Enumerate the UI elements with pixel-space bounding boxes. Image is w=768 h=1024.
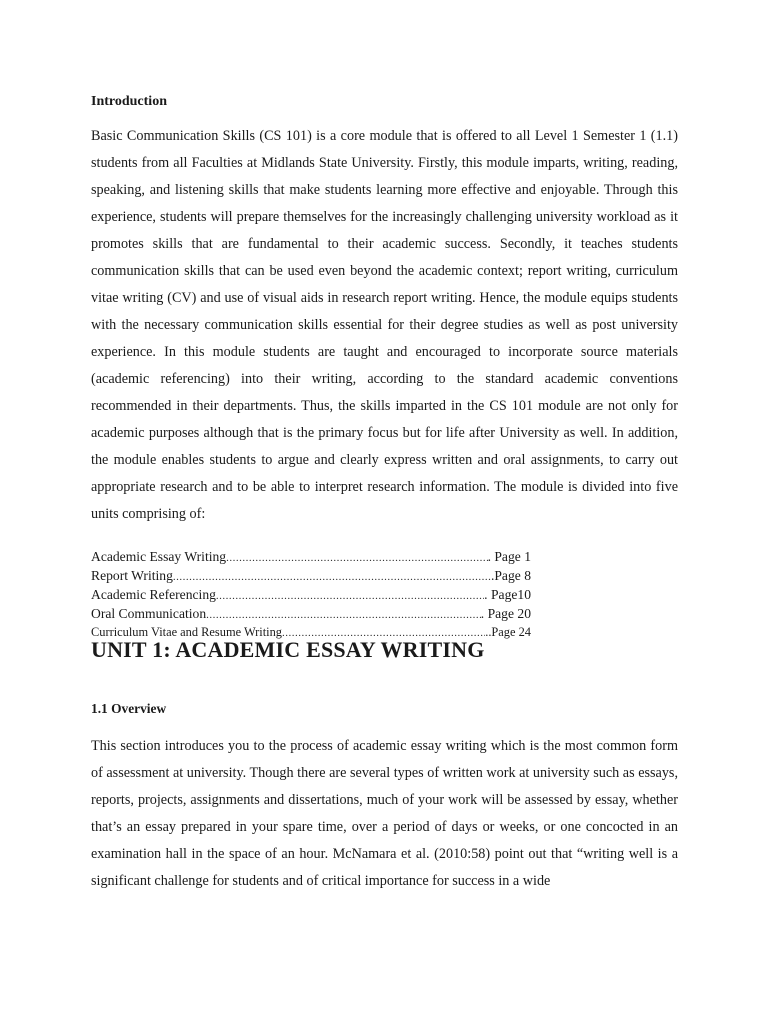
toc-entry [91, 605, 531, 624]
toc-leader-dots [216, 587, 484, 605]
unit-title: UNIT 1: ACADEMIC ESSAY WRITING [91, 637, 485, 662]
toc-entry-title: Academic Essay Writing [91, 549, 227, 564]
introduction-heading: Introduction [91, 94, 167, 109]
toc-entry [91, 586, 531, 605]
toc-entry-title: Academic Referencing [91, 587, 216, 602]
toc-entry-page: ..Page 24 [485, 625, 531, 639]
toc-entry-page: . Page 20 [480, 606, 531, 621]
toc-entry-title: Report Writing [91, 568, 173, 583]
toc-entry [91, 548, 531, 567]
overview-heading: 1.1 Overview [91, 701, 167, 716]
toc-entry [91, 567, 531, 586]
toc-leader-dots [173, 568, 491, 586]
table-of-contents [91, 548, 531, 641]
introduction-paragraph: Basic Communication Skills (CS 101) is a core module that is offered to all Level 1 Semester 1 (1.1) students from all Faculties at Midlands State University. Firstly, this module imparts, writing, reading, speaking, and listening skills that make students learning more effective and enjoyable. Through this experience, students will prepare themselves for the increasingly challenging university workload as it promotes skills that are fundamental to their academic success. Secondly, it teaches students communication skills that can be used even beyond the academic context; report writing, curriculum vitae writing (CV) and use of visual aids in research report writing. Hence, the module equips students with the necessary communication skills essential for their degree studies as well as post university experience. In this module students are taught and encouraged to incorporate source materials (academic referencing) into their writing, according to the standard academic conventions recommended in their departments. Thus, the skills imparted in the CS 101 module are not only for academic purposes although that is the primary focus but for life after University as well. In addition, the module enables students to argue and clearly express written and oral assignments, to carry out appropriate research and to be able to interpret research information. The module is divided into five units comprising of: [91, 128, 678, 522]
toc-leader-dots [226, 549, 487, 567]
toc-entry-title: Oral Communication [91, 606, 207, 621]
toc-entry-page: .Page 8 [490, 568, 531, 583]
document-page [91, 0, 678, 1024]
toc-leader-dots [206, 606, 481, 624]
toc-entry-page: . Page 1 [487, 549, 531, 564]
overview-paragraph: This section introduces you to the process of academic essay writing which is the most common form of assessment at university. Though there are several types of written work at university such as essays, reports, projects, assignments and dissertations, much of your work will be assessed by essay, whether that’s an essay prepared in your spare time, over a period of days or weeks, or one concocted in an examination hall in the space of an hour. McNamara et al. (2010:58) point out that “writing well is a significant challenge for students and of critical importance for success in a wide [91, 738, 678, 889]
toc-entry-title: Curriculum Vitae and Resume Writing [91, 625, 283, 639]
toc-entry-page: . Page10 [484, 587, 531, 602]
